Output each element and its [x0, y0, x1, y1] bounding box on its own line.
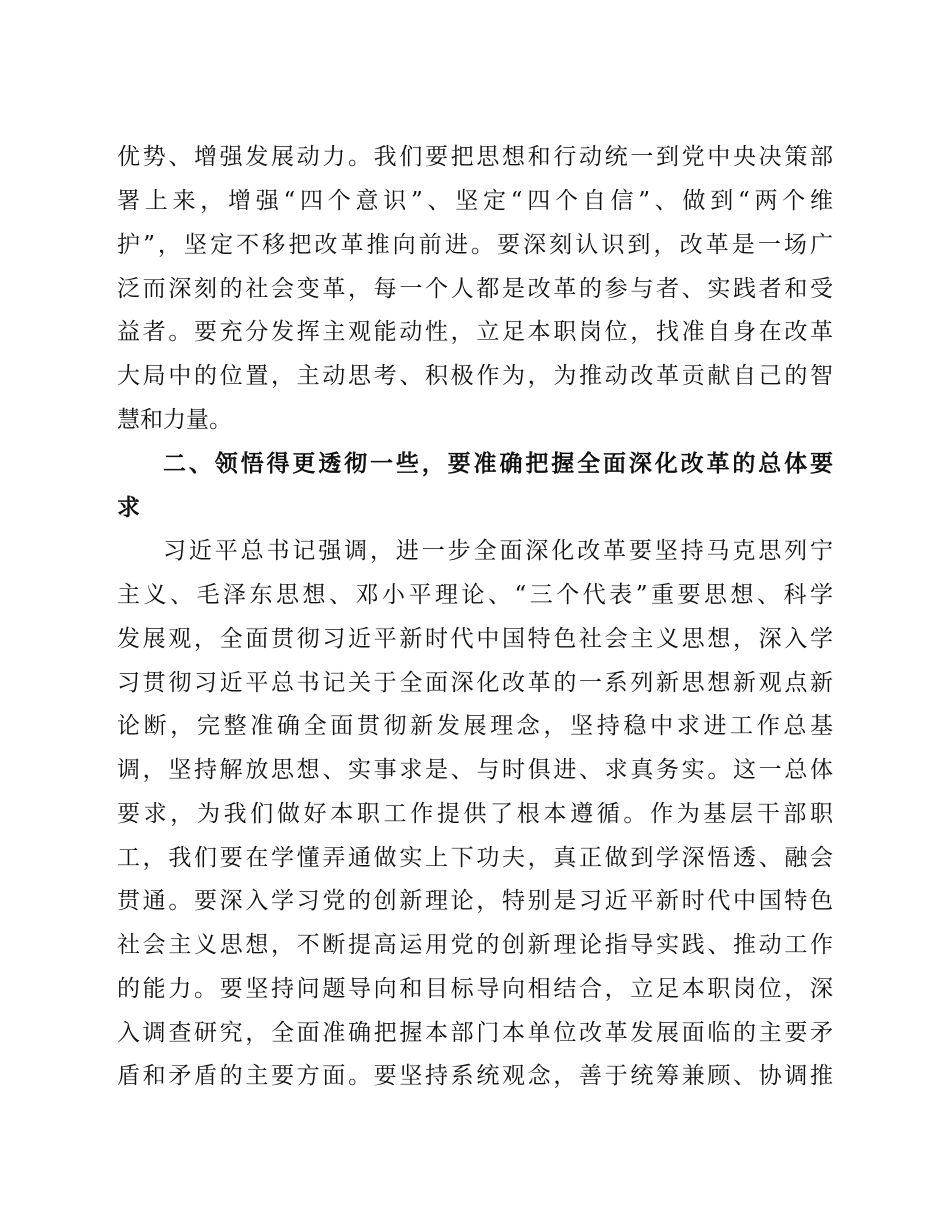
- paragraph-1-line: 署上来，增强“四个意识”、坚定“四个自信”、做到“两个维: [117, 188, 833, 214]
- section-heading: 二、领悟得更透彻一些，要准确把握全面深化改革的总体要: [163, 451, 833, 477]
- paragraph-2-line: 习近平总书记强调，进一步全面深化改革要坚持马克思列宁: [163, 538, 833, 564]
- paragraph-2-line: 发展观，全面贯彻习近平新时代中国特色社会主义思想，深入学: [117, 626, 833, 652]
- paragraph-1-line: 优势、增强发展动力。我们要把思想和行动统一到党中央决策部: [117, 144, 833, 170]
- paragraph-1-line: 泛而深刻的社会变革，每一个人都是改革的参与者、实践者和受: [117, 276, 833, 302]
- paragraph-1-line: 护”，坚定不移把改革推向前进。要深刻认识到，改革是一场广: [117, 232, 833, 258]
- paragraph-1-line: 大局中的位置，主动思考、积极作为，为推动改革贡献自己的智: [117, 363, 833, 389]
- paragraph-2-line: 社会主义思想，不断提高运用党的创新理论指导实践、推动工作: [117, 932, 833, 958]
- paragraph-2-line: 工，我们要在学懂弄通做实上下功夫，真正做到学深悟透、融会: [117, 845, 833, 871]
- paragraph-2-line: 要求，为我们做好本职工作提供了根本遵循。作为基层干部职: [117, 801, 833, 827]
- paragraph-1-line: 慧和力量。: [117, 407, 232, 433]
- paragraph-2-line: 盾和矛盾的主要方面。要坚持系统观念，善于统筹兼顾、协调推: [117, 1063, 833, 1089]
- paragraph-2-line: 的能力。要坚持问题导向和目标导向相结合，立足本职岗位，深: [117, 976, 833, 1002]
- paragraph-2-line: 论断，完整准确全面贯彻新发展理念，坚持稳中求进工作总基: [117, 713, 833, 739]
- paragraph-1-line: 益者。要充分发挥主观能动性，立足本职岗位，找准自身在改革: [117, 319, 833, 345]
- paragraph-2-line: 调，坚持解放思想、实事求是、与时俱进、求真务实。这一总体: [117, 757, 833, 783]
- paragraph-2-line: 入调查研究，全面准确把握本部门本单位改革发展面临的主要矛: [117, 1020, 833, 1046]
- paragraph-2-line: 贯通。要深入学习党的创新理论，特别是习近平新时代中国特色: [117, 888, 833, 914]
- paragraph-2-line: 主义、毛泽东思想、邓小平理论、“三个代表”重要思想、科学: [117, 582, 833, 608]
- paragraph-2-line: 习贯彻习近平总书记关于全面深化改革的一系列新思想新观点新: [117, 670, 833, 696]
- section-heading: 求: [117, 495, 140, 521]
